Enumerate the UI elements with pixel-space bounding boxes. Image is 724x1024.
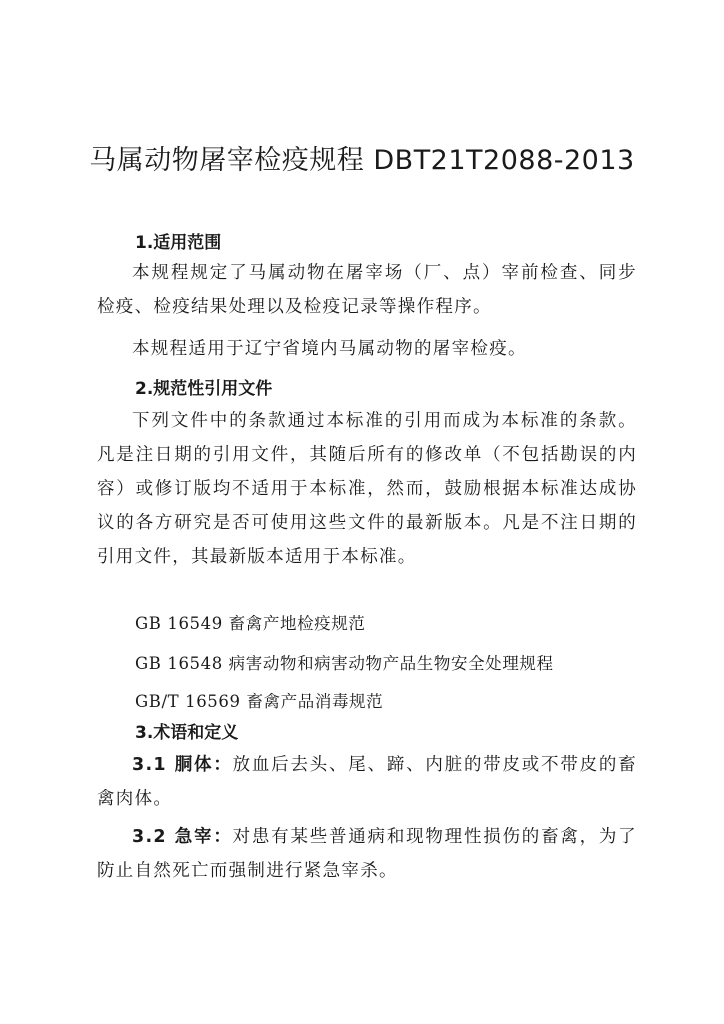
term-label: 3.1 胴体： [132, 755, 233, 775]
section-heading-references: 2.规范性引用文件 [135, 379, 273, 399]
term-text: 放血后去头、尾、蹄、内脏的带皮或不带皮的畜禽肉体。 [97, 755, 637, 809]
paragraph-references: 下列文件中的条款通过本标准的引用而成为本标准的条款。凡是注日期的引用文件，其随后所有的修改单（不包括勘误的内容）或修订版均不适用于本标准，然而，鼓励根据本标准达成协议的各方研究是否可使用这些文件的最新版本。凡是不注日期的引用文件，其最新版本适用于本标准。 [97, 411, 637, 567]
standard-reference-item: GB 16548 病害动物和病害动物产品生物安全处理规程 [135, 654, 554, 673]
paragraph-scope-1: 本规程规定了马属动物在屠宰场（厂、点）宰前检查、同步检疫、检疫结果处理以及检疫记录等操作程序。 [97, 263, 637, 317]
standard-reference-item: GB/T 16569 畜禽产品消毒规范 [135, 692, 384, 711]
term-definition-carcass [97, 748, 637, 816]
term-text: 对患有某些普通病和现物理性损伤的畜禽，为了防止自然死亡而强制进行紧急宰杀。 [97, 827, 637, 881]
term-definition-emergency-slaughter [97, 820, 637, 888]
section-heading-terms: 3.术语和定义 [135, 723, 239, 743]
standard-reference-item: GB 16549 畜禽产地检疫规范 [135, 614, 366, 633]
document-title: 马属动物屠宰检疫规程 DBT21T2088-2013 [89, 145, 635, 176]
term-label: 3.2 急宰： [132, 827, 233, 847]
section-heading-scope: 1.适用范围 [135, 233, 222, 253]
paragraph-scope-2: 本规程适用于辽宁省境内马属动物的屠宰检疫。 [132, 339, 527, 359]
